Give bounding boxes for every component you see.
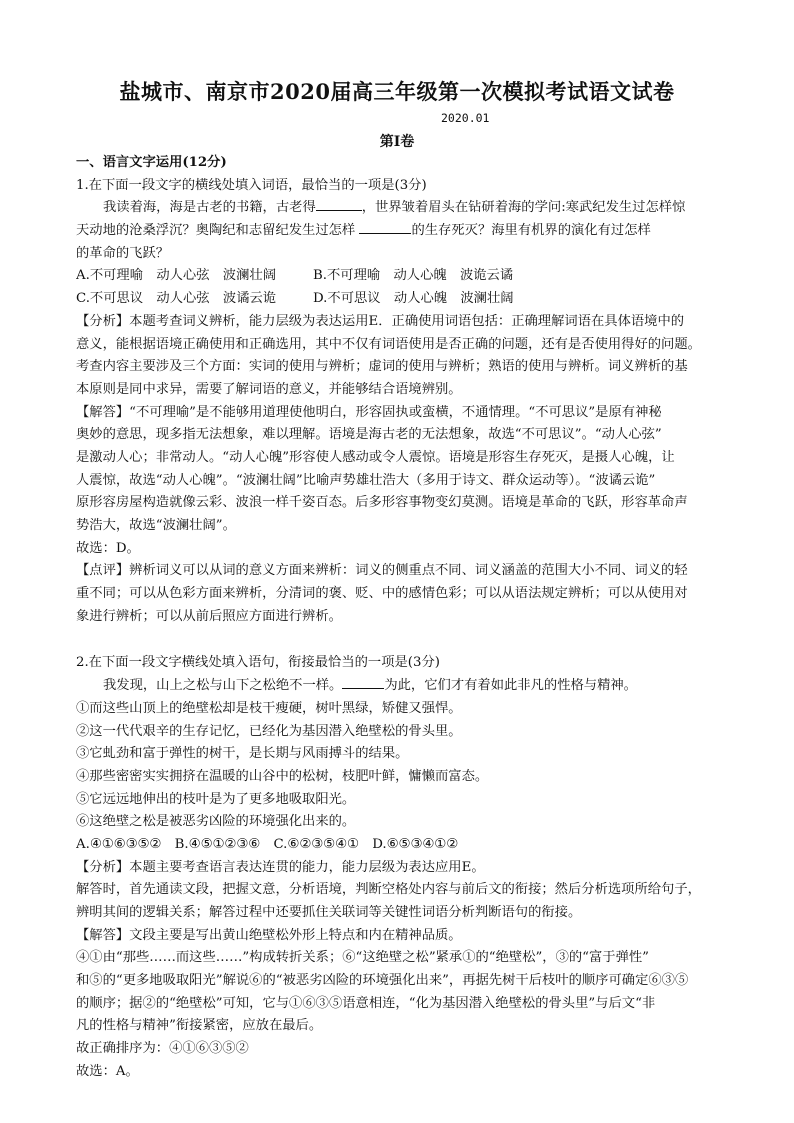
text-line: 势浩大，故选“波澜壮阔”。 [76, 518, 236, 533]
q2-passage-line [76, 675, 724, 698]
fill-blank [342, 675, 384, 689]
q1-options-row [76, 288, 724, 311]
q2-stem: 2.在下面一段文字横线处填入语句，衔接最恰当的一项是(3分) [76, 655, 440, 671]
q1-passage-text: 天动地的沧桑浮沉？奥陶纪和志留纪发生过怎样 [76, 223, 356, 239]
q2-choice: 故选：A。 [76, 1063, 139, 1079]
text-line: 【解答】“不可理喻”是不能够用道理使他明白，形容固执或蛮横，不通情理。“不可思议”是原有神秘 [76, 404, 662, 420]
text-line: 辨明其间的逻辑关系；解答过程中还要抓住关联词等关键性词语分析判断语句的衔接。 [76, 905, 582, 920]
q1-option-d: D.不可思议 动人心魄 波澜壮阔 [313, 291, 514, 307]
fill-blank [316, 197, 362, 211]
text-line: 意义，能根据语境正确使用和正确选用，其中不仅有词语使用是否正确的问题，还有是否使用得好的问题。 [76, 336, 701, 352]
q2-items [76, 698, 724, 834]
q1-passage-line [76, 197, 724, 220]
text-line: 【分析】本题考查词义辨析，能力层级为表达运用E．正确使用词语包括：正确理解词语在具体语境中的 [76, 313, 685, 329]
q2-analysis [76, 857, 724, 925]
q1-passage-text: 我读着海，海是古老的书籍，古老得 [103, 200, 316, 216]
q2-item: ③它虬劲和富于弹性的树干，是长期与风雨搏斗的结果。 [76, 746, 409, 762]
text-line: 原形容房屋构造就像云彩、波浪一样千姿百态。后多形容事物变幻莫测。语境是革命的飞跃，形容革命声 [76, 495, 688, 511]
section-heading: 一、语言文字运用(12分) [76, 155, 227, 170]
q1-stem: 1.在下面一段文字的横线处填入词语，最恰当的一项是(3分) [76, 177, 427, 193]
text-line: 象进行辨析；可以从前后照应方面进行辨析。 [76, 608, 342, 624]
q1-comment [76, 560, 724, 628]
q1-option-a: A.不可理喻 动人心弦 波澜壮阔 [76, 268, 276, 284]
q1-answer [76, 402, 724, 538]
q1-passage-line: 的革命的飞跃？ [76, 245, 170, 261]
text-line: 的顺序；据②的“绝壁松”可知，它与①⑥③⑤语意相连，“化为基因潜入绝壁松的骨头里”与后文“非 [76, 995, 656, 1011]
text-line: 【解答】文段主要是写出黄山绝壁松外形上特点和内在精神品质。 [76, 927, 462, 943]
text-line: 解答时，首先通读文段，把握文意，分析语境，判断空格处内容与前后文的衔接；然后分析选项所给句子， [76, 882, 701, 898]
volume-heading: 第Ⅰ卷 [379, 134, 415, 150]
text-line: 本原则是同中求异，需要了解词语的意义，并能够结合语境辨别。 [76, 381, 462, 397]
q1-passage-text: ，世界皱着眉头在钻研着海的学问:寒武纪发生过怎样惊 [361, 200, 686, 216]
fill-blank [359, 220, 411, 234]
q1-option-c: C.不可思议 动人心弦 波谲云诡 [76, 291, 277, 307]
text-line: 重不同；可以从色彩方面来辨析，分清词的褒、贬、中的感情色彩；可以从语法规定辨析；可以从使用对 [76, 586, 688, 602]
q2-item: ⑤它远远地伸出的枝叶是为了更多地吸取阳光。 [76, 791, 356, 807]
document-body [76, 152, 724, 1084]
q1-passage-text: 的生存死灭？海里有机界的演化有过怎样 [411, 223, 651, 239]
text-line: 奥妙的意思，现多指无法想象，难以理解。语境是海古老的无法想象，故选“不可思议”。“动人心弦” [76, 427, 662, 443]
q2-item: ④那些密密实实拥挤在温暖的山谷中的松树，枝肥叶鲜，慵懒而富态。 [76, 768, 489, 784]
text-line: 和⑤的“更多地吸取阳光”解说⑥的“被恶劣凶险的环境强化出来”，再据先树干后枝叶的顺序可确定⑥③⑤ [76, 973, 689, 989]
q2-passage-text: 我发现，山上之松与山下之松绝不一样。 [103, 678, 343, 694]
q2-options: A.④①⑥③⑤② B.④⑤①②③⑥ C.⑥②③⑤④① D.⑥⑤③④①② [76, 836, 459, 852]
text-line: 凡的性格与精神”衔接紧密，应放在最后。 [76, 1018, 323, 1034]
q2-item: ②这一代代艰辛的生存记忆，已经化为基因潜入绝壁松的骨头里。 [76, 723, 462, 739]
text-line: 考查内容主要涉及三个方面：实词的使用与辨析；虚词的使用与辨析；熟语的使用与辨析。词义辨析的基 [76, 359, 688, 375]
exam-date: 2020.01 [441, 111, 490, 125]
q1-options-row [76, 265, 724, 288]
q1-analysis [76, 311, 724, 402]
text-line: 人震惊，故选“动人心魄”。“波澜壮阔”比喻声势雄壮浩大（多用于诗文、群众运动等）。“波谲云诡” [76, 472, 656, 488]
q2-item: ①而这些山顶上的绝壁松却是枝干瘦硬，树叶黑绿，矫健又强悍。 [76, 700, 462, 716]
q2-passage-text: 为此，它们才有着如此非凡的性格与精神。 [384, 678, 637, 694]
q1-choice: 故选：D。 [76, 540, 140, 556]
spacer [76, 628, 724, 652]
text-line: ④①由“那些……而这些……”构成转折关系；⑥“这绝壁之松”紧承①的“绝壁松”，③的“富于弹性” [76, 950, 649, 966]
q2-item: ⑥这绝壁之松是被恶劣凶险的环境强化出来的。 [76, 814, 356, 830]
q2-order: 故正确排序为：④①⑥③⑤② [76, 1041, 249, 1057]
q2-answer [76, 925, 724, 1038]
text-line: 【分析】本题主要考查语言表达连贯的能力，能力层级为表达应用E。 [76, 859, 485, 875]
text-line: 【点评】辨析词义可以从词的意义方面来辨析：词义的侧重点不同、词义涵盖的范围大小不同、词义的轻 [76, 563, 688, 579]
text-line: 是激动人心；非常动人。“动人心魄”形容使人感动或令人震惊。语境是形容生存死灭，是摄人心魄，让 [76, 449, 675, 465]
page-title: 盐城市、南京市2020届高三年级第一次模拟考试语文试卷 [119, 79, 675, 104]
q1-passage-line [76, 220, 724, 243]
q1-option-b: B.不可理喻 动人心魄 波诡云谲 [313, 268, 514, 284]
